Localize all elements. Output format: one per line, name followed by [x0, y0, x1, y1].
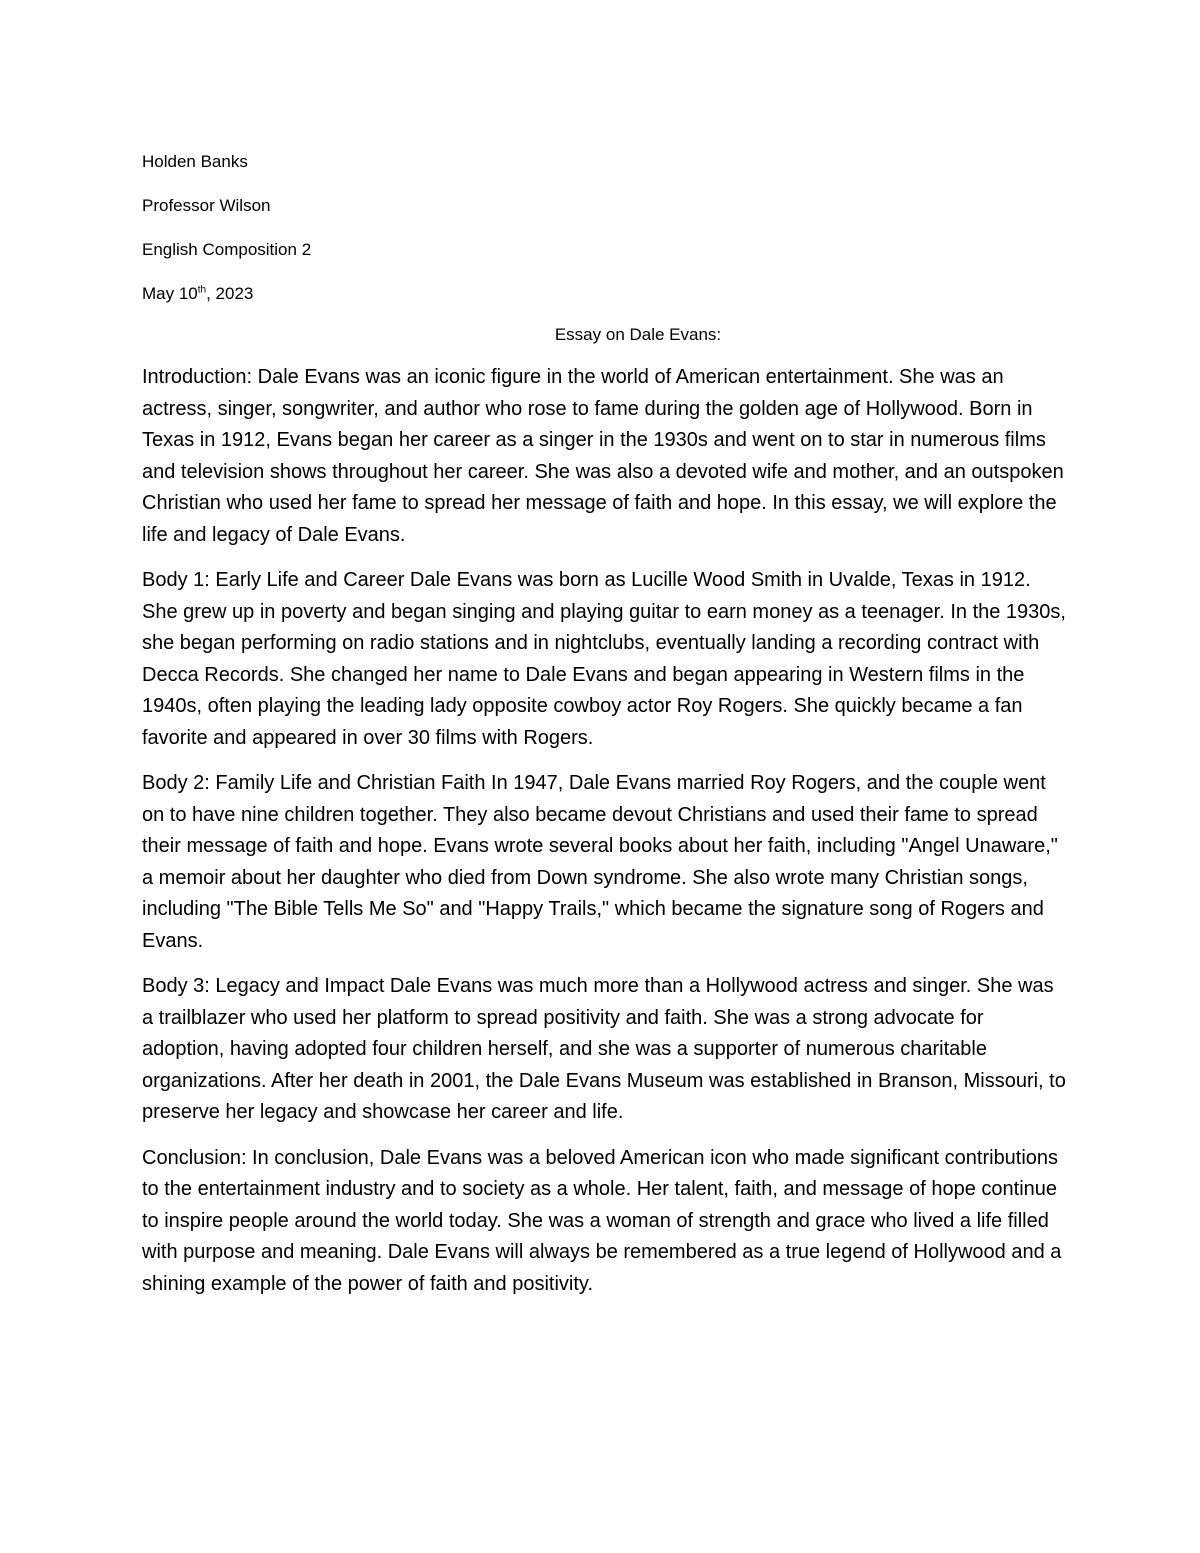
instructor-name: Professor Wilson	[142, 196, 271, 215]
paragraph-body-2: Body 2: Family Life and Christian Faith In 1947, Dale Evans married Roy Rogers, and the couple went on to have nine children together. They also became devout Christians and used their fame to spread their message of faith and hope. Evans wrote several books about her faith, including "Angel Unaware," a memoir about her daughter who died from Down syndrome. She also wrote many Christian songs, including "The Bible Tells Me So" and "Happy Trails," which became the signature song of Rogers and Evans.	[142, 772, 1058, 952]
date-ordinal-suffix: th	[197, 284, 207, 296]
course-name: English Composition 2	[142, 240, 312, 259]
author-name: Holden Banks	[142, 152, 248, 171]
essay-body	[142, 362, 1067, 1314]
essay-title: Essay on Dale Evans:	[554, 325, 722, 344]
paragraph-body-3: Body 3: Legacy and Impact Dale Evans was much more than a Hollywood actress and singer. She was a trailblazer who used her platform to spread positivity and faith. She was a strong advocate for adoption, having adopted four children herself, and she was a supporter of numerous charitable organizations. After her death in 2001, the Dale Evans Museum was established in Branson, Missouri, to preserve her legacy and showcase her career and life.	[142, 975, 1066, 1123]
date-rest: , 2023	[206, 284, 254, 303]
paragraph-conclusion: Conclusion: In conclusion, Dale Evans was a beloved American icon who made significant contributions to the entertainment industry and to society as a whole. Her talent, faith, and message of hope continue to inspire people around the world today. She was a woman of strength and grace who lived a life filled with purpose and meaning. Dale Evans will always be remembered as a true legend of Hollywood and a shining example of the power of faith and positivity.	[142, 1146, 1062, 1295]
paragraph-body-1: Body 1: Early Life and Career Dale Evans was born as Lucille Wood Smith in Uvalde, Texas in 1912. She grew up in poverty and began singing and playing guitar to earn money as a teenager. In the 1930s, she began performing on radio stations and in nightclubs, eventually landing a recording contract with Decca Records. She changed her name to Dale Evans and began appearing in Western films in the 1940s, often playing the leading lady opposite cowboy actor Roy Rogers. She quickly became a fan favorite and appeared in over 30 films with Rogers.	[142, 569, 1066, 749]
essay-date	[142, 272, 1062, 316]
paragraph-introduction: Introduction: Dale Evans was an iconic figure in the world of American entertainment. She was an actress, singer, songwriter, and author who rose to fame during the golden age of Hollywood. Born in Texas in 1912, Evans began her career as a singer in the 1930s and went on to star in numerous films and television shows throughout her career. She was also a devoted wife and mother, and an outspoken Christian who used her fame to spread her message of faith and hope. In this essay, we will explore the life and legacy of Dale Evans.	[142, 366, 1064, 546]
date-prefix: May 10	[142, 284, 198, 303]
essay-header	[142, 140, 1062, 316]
